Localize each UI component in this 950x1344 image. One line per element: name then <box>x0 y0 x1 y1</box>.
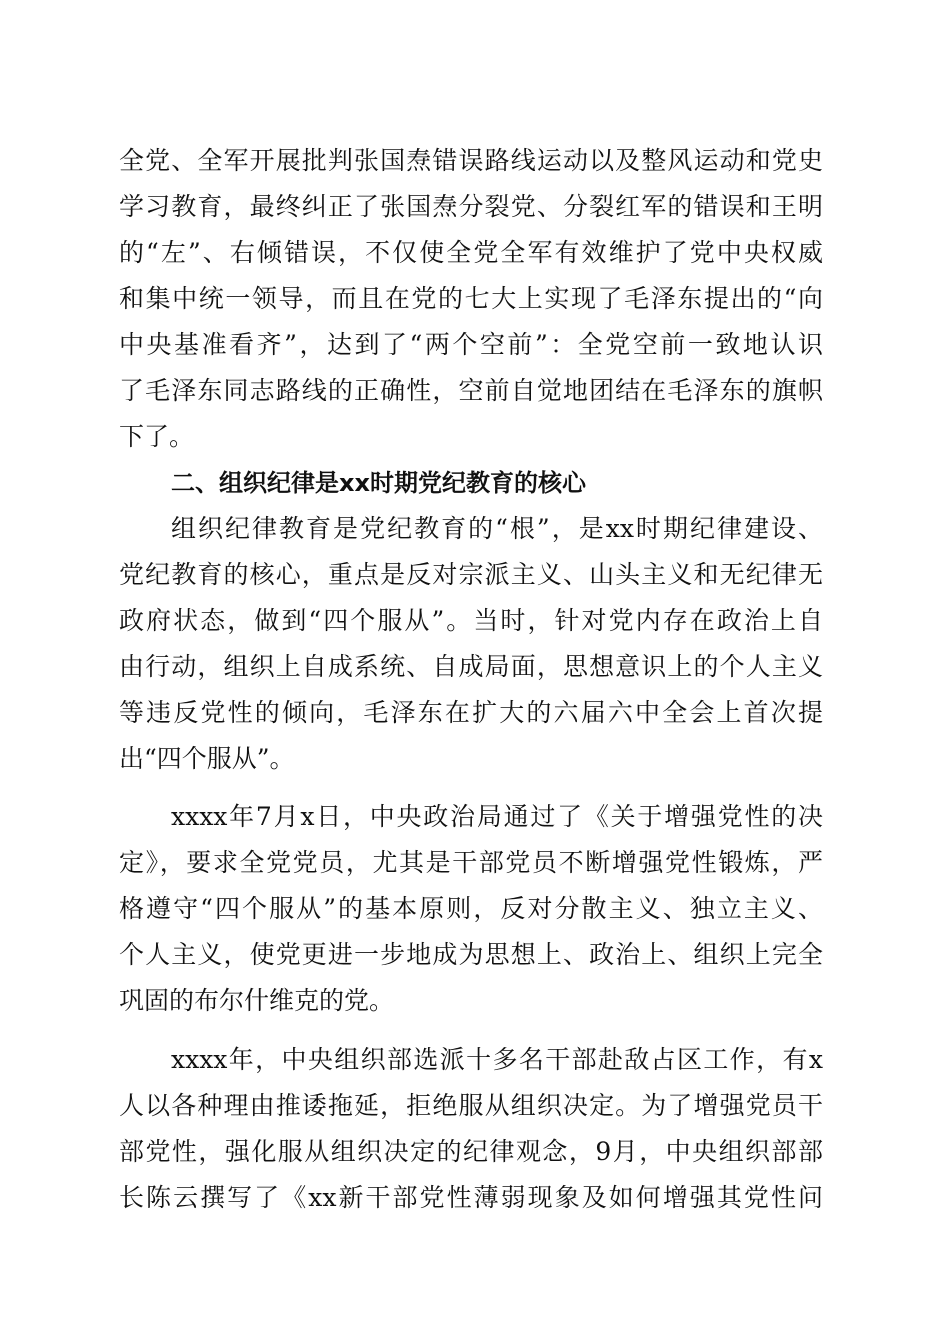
paragraph-line: 等违反党性的倾向，毛泽东在扩大的六届六中全会上首次提 <box>119 698 823 727</box>
paragraph-line: xxxx年7月x日，中央政治局通过了《关于增强党性的决 <box>171 802 823 831</box>
section-heading: 二、组织纪律是xx时期党纪教育的核心 <box>171 469 586 497</box>
paragraph-line: 由行动，组织上自成系统、自成局面，思想意识上的个人主义 <box>119 652 823 681</box>
paragraph-line: 了毛泽东同志路线的正确性，空前自觉地团结在毛泽东的旗帜 <box>119 376 823 405</box>
paragraph-line: 全党、全军开展批判张国焘错误路线运动以及整风运动和党史 <box>119 146 823 175</box>
paragraph-line: 的“左”、右倾错误，不仅使全党全军有效维护了党中央权威 <box>119 238 823 267</box>
paragraph-line: 人以各种理由推诿拖延，拒绝服从组织决定。为了增强党员干 <box>119 1091 823 1120</box>
paragraph-line: 和集中统一领导，而且在党的七大上实现了毛泽东提出的“向 <box>119 284 823 313</box>
paragraph-line: 出“四个服从”。 <box>119 744 295 773</box>
paragraph-line: 组织纪律教育是党纪教育的“根”，是xx时期纪律建设、 <box>171 514 823 543</box>
paragraph-line: 中央基准看齐”，达到了“两个空前”：全党空前一致地认识 <box>119 330 823 359</box>
paragraph-line: xxxx年，中央组织部选派十多名干部赴敌占区工作，有x <box>171 1045 823 1074</box>
paragraph-line: 政府状态，做到“四个服从”。当时，针对党内存在政治上自 <box>119 606 823 635</box>
paragraph-line: 个人主义，使党更进一步地成为思想上、政治上、组织上完全 <box>119 940 823 969</box>
paragraph-line: 格遵守“四个服从”的基本原则，反对分散主义、独立主义、 <box>119 894 823 923</box>
paragraph-line: 党纪教育的核心，重点是反对宗派主义、山头主义和无纪律无 <box>119 560 823 589</box>
paragraph-line: 巩固的布尔什维克的党。 <box>119 986 395 1015</box>
paragraph-line: 部党性，强化服从组织决定的纪律观念，9月，中央组织部部 <box>119 1137 823 1166</box>
paragraph-line: 定》，要求全党党员，尤其是干部党员不断增强党性锻炼，严 <box>119 848 823 877</box>
paragraph-line: 长陈云撰写了《xx新干部党性薄弱现象及如何增强其党性问 <box>119 1183 823 1212</box>
paragraph-line: 学习教育，最终纠正了张国焘分裂党、分裂红军的错误和王明 <box>119 192 823 221</box>
paragraph-line: 下了。 <box>119 422 195 451</box>
